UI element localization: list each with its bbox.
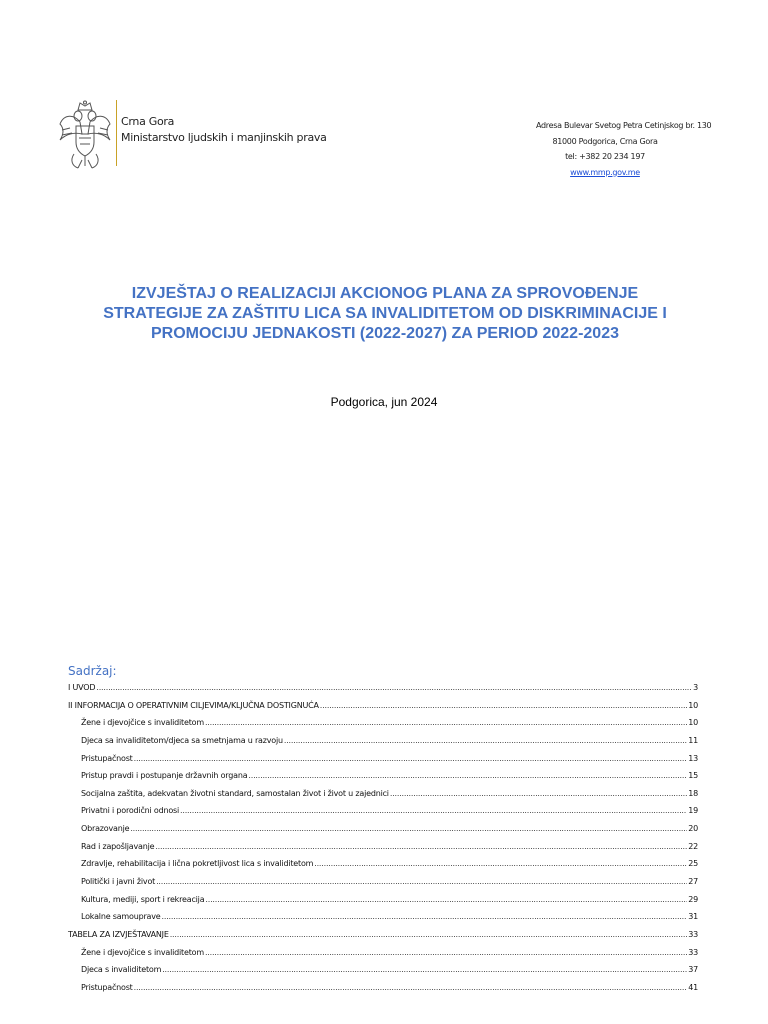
toc-entry-page: 33 [688,947,698,957]
toc-entry-page: 3 [693,683,698,692]
toc-entry-page: 22 [688,841,698,851]
toc-entry[interactable] [68,771,698,789]
toc-entry[interactable] [68,683,698,701]
toc-dot-leader [248,771,687,780]
table-of-contents [68,683,698,1001]
toc-entry-label: Žene i djevojčice s invaliditetom [81,947,204,957]
toc-entry-label: Pristupačnost [81,982,133,992]
toc-entry[interactable] [68,842,698,860]
toc-dot-leader [170,930,688,939]
letterhead [56,100,327,172]
phone-line: tel: +382 20 234 197 [565,152,645,161]
toc-entry-label: Djeca sa invaliditetom/djeca sa smetnjama u razvoju [81,735,283,745]
toc-dot-leader [390,789,687,798]
toc-dot-leader [162,965,687,974]
toc-entry[interactable] [68,736,698,754]
toc-entry[interactable] [68,701,698,719]
toc-entry-label: Zdravlje, rehabilitacija i lična pokretljivost lica s invaliditetom [81,859,314,869]
organization-name-block [116,100,327,166]
toc-entry[interactable] [68,912,698,930]
montenegro-coat-of-arms-icon [56,100,114,172]
toc-entry[interactable] [68,877,698,895]
toc-entry-page: 19 [688,806,698,816]
toc-entry-page: 10 [688,718,698,728]
toc-entry[interactable] [68,754,698,772]
toc-dot-leader [205,895,687,904]
toc-entry[interactable] [68,859,698,877]
toc-entry-page: 10 [688,700,698,710]
toc-entry[interactable] [68,895,698,913]
toc-dot-leader [205,718,687,727]
toc-entry-label: Lokalne samouprave [81,912,161,922]
toc-entry[interactable] [68,965,698,983]
toc-entry-label: Obrazovanje [81,824,130,834]
toc-entry-label: Privatni i porodični odnosi [81,806,180,816]
toc-entry-label: Žene i djevojčice s invaliditetom [81,718,204,728]
city-line: 81000 Podgorica, Crna Gora [552,136,658,146]
toc-entry-page: 27 [688,877,698,887]
toc-entry-page: 25 [688,859,698,869]
toc-entry[interactable] [68,930,698,948]
toc-dot-leader [205,948,687,957]
toc-entry[interactable] [68,983,698,1001]
contact-block [510,118,712,180]
toc-entry-page: 15 [688,771,698,781]
toc-entry[interactable] [68,824,698,842]
toc-dot-leader [155,842,687,851]
toc-entry-page: 37 [688,965,698,975]
toc-dot-leader [284,736,687,745]
toc-entry-page: 11 [688,735,698,745]
toc-dot-leader [96,683,692,692]
toc-dot-leader [162,912,688,921]
toc-entry-page: 31 [688,912,698,922]
toc-entry[interactable] [68,718,698,736]
toc-entry-page: 33 [688,929,698,939]
toc-entry-label: Pristupačnost [81,753,133,763]
toc-entry-page: 29 [688,894,698,904]
toc-dot-leader [134,983,688,992]
toc-dot-leader [180,806,687,815]
toc-entry-page: 41 [688,982,698,992]
toc-dot-leader [314,859,687,868]
website-link[interactable]: www.mmp.gov.me [570,167,640,177]
toc-dot-leader [130,824,687,833]
toc-heading: Sadržaj: [68,664,117,678]
toc-dot-leader [320,701,687,710]
place-date: Podgorica, jun 2024 [330,395,438,409]
toc-entry[interactable] [68,948,698,966]
ministry-name: Ministarstvo ljudskih i manjinskih prava [121,131,327,144]
toc-dot-leader [134,754,688,763]
toc-entry-label: Rad i zapošljavanje [81,841,155,851]
document-title: IZVJEŠTAJ O REALIZACIJI AKCIONOG PLANA ZA SPROVOĐENJE STRATEGIJE ZA ZAŠTITU LICA SA INVALIDITETOM OD DISKRIMINACIJE I PROMOCIJU JEDNAKOSTI (2022-2027) ZA PERIOD 2022-2023 [103,285,667,342]
toc-entry-label: Pristup pravdi i postupanje državnih organa [81,771,248,781]
address-line: Adresa Bulevar Svetog Petra Cetinjskog br. 130 [536,121,712,130]
toc-entry[interactable] [68,789,698,807]
toc-entry-label: Socijalna zaštita, adekvatan životni standard, samostalan život i život u zajednici [81,788,389,798]
toc-entry-label: I UVOD [68,683,96,692]
toc-dot-leader [156,877,687,886]
toc-entry-page: 18 [688,788,698,798]
toc-entry-label: TABELA ZA IZVJEŠTAVANJE [68,929,169,939]
org-name: Crna Gora [121,115,175,128]
toc-entry-label: II INFORMACIJA O OPERATIVNIM CILJEVIMA/KLJUČNA DOSTIGNUĆA [68,700,319,710]
toc-entry-page: 13 [688,753,698,763]
toc-entry-label: Kultura, mediji, sport i rekreacija [81,894,205,904]
toc-entry[interactable] [68,806,698,824]
toc-entry-label: Djeca s invaliditetom [81,965,162,975]
toc-entry-page: 20 [688,824,698,834]
toc-entry-label: Politički i javni život [81,877,156,887]
